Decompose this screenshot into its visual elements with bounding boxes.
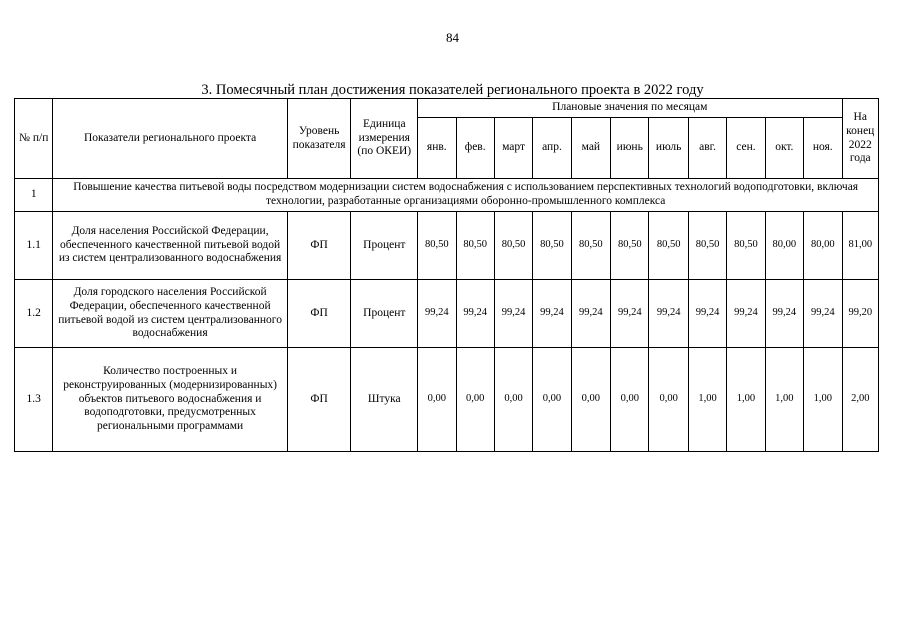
header-month: июнь bbox=[611, 118, 649, 179]
row-value: 0,00 bbox=[571, 348, 610, 452]
section-text: Повышение качества питьевой воды посредством модернизации систем водоснабжения с использованием перспективных технологий водоподготовки, включая технологии, разработанные организациями оборонно-промышленного комплекса bbox=[53, 179, 879, 212]
row-value: 1,00 bbox=[765, 348, 803, 452]
header-indicator: Показатели регионального проекта bbox=[53, 99, 287, 179]
header-month: март bbox=[494, 118, 532, 179]
row-value: 0,00 bbox=[649, 348, 688, 452]
plan-table bbox=[14, 98, 879, 452]
row-value: 80,50 bbox=[494, 212, 532, 280]
row-level: ФП bbox=[287, 280, 351, 348]
row-num: 1.3 bbox=[15, 348, 53, 452]
row-value: 1,00 bbox=[804, 348, 842, 452]
row-unit: Штука bbox=[351, 348, 418, 452]
row-value: 99,24 bbox=[418, 280, 456, 348]
header-month: янв. bbox=[418, 118, 456, 179]
row-value: 99,24 bbox=[571, 280, 610, 348]
row-indicator: Доля населения Российской Федерации, обеспеченного качественной питьевой водой из систем централизованного водоснабжения bbox=[53, 212, 287, 280]
row-value: 1,00 bbox=[727, 348, 765, 452]
row-value: 80,50 bbox=[611, 212, 649, 280]
row-value: 99,24 bbox=[765, 280, 803, 348]
row-value: 0,00 bbox=[456, 348, 494, 452]
row-value: 0,00 bbox=[611, 348, 649, 452]
header-monthly-group: Плановые значения по месяцам bbox=[418, 99, 842, 118]
header-level: Уровень показателя bbox=[287, 99, 351, 179]
header-month: сен. bbox=[727, 118, 765, 179]
row-value: 99,24 bbox=[688, 280, 726, 348]
header-month: окт. bbox=[765, 118, 803, 179]
section-row bbox=[15, 179, 879, 212]
table-row bbox=[15, 280, 879, 348]
row-value: 80,50 bbox=[688, 212, 726, 280]
row-value: 80,00 bbox=[765, 212, 803, 280]
header-month: фев. bbox=[456, 118, 494, 179]
row-value: 80,50 bbox=[418, 212, 456, 280]
header-month: май bbox=[571, 118, 610, 179]
header-year-end: На конец 2022 года bbox=[842, 99, 879, 179]
row-level: ФП bbox=[287, 212, 351, 280]
row-value: 80,50 bbox=[456, 212, 494, 280]
row-unit: Процент bbox=[351, 280, 418, 348]
row-value: 99,24 bbox=[804, 280, 842, 348]
table-row bbox=[15, 212, 879, 280]
section-num: 1 bbox=[15, 179, 53, 212]
row-year-end: 81,00 bbox=[842, 212, 879, 280]
header-row-top bbox=[15, 99, 879, 118]
row-value: 99,24 bbox=[611, 280, 649, 348]
page-number: 84 bbox=[446, 30, 459, 45]
header-num: № п/п bbox=[15, 99, 53, 179]
header-month: апр. bbox=[533, 118, 571, 179]
row-year-end: 2,00 bbox=[842, 348, 879, 452]
row-unit: Процент bbox=[351, 212, 418, 280]
table-title: 3. Помесячный план достижения показателей регионального проекта в 2022 году bbox=[201, 82, 704, 98]
row-value: 80,50 bbox=[727, 212, 765, 280]
row-year-end: 99,20 bbox=[842, 280, 879, 348]
row-level: ФП bbox=[287, 348, 351, 452]
header-month: ноя. bbox=[804, 118, 842, 179]
row-value: 80,00 bbox=[804, 212, 842, 280]
row-num: 1.1 bbox=[15, 212, 53, 280]
row-value: 99,24 bbox=[649, 280, 688, 348]
row-indicator: Количество построенных и реконструированных (модернизированных) объектов питьевого водоснабжения и водоподготовки, предусмотренных региональными программами bbox=[53, 348, 287, 452]
row-value: 0,00 bbox=[494, 348, 532, 452]
row-value: 1,00 bbox=[688, 348, 726, 452]
row-num: 1.2 bbox=[15, 280, 53, 348]
header-unit: Единица измерения (по ОКЕИ) bbox=[351, 99, 418, 179]
header-month: авг. bbox=[688, 118, 726, 179]
row-value: 80,50 bbox=[649, 212, 688, 280]
row-value: 99,24 bbox=[727, 280, 765, 348]
row-indicator: Доля городского населения Российской Федерации, обеспеченного качественной питьевой водой из систем централизованного водоснабжения bbox=[53, 280, 287, 348]
row-value: 99,24 bbox=[533, 280, 571, 348]
header-month: июль bbox=[649, 118, 688, 179]
table-row bbox=[15, 348, 879, 452]
row-value: 0,00 bbox=[533, 348, 571, 452]
row-value: 80,50 bbox=[571, 212, 610, 280]
row-value: 80,50 bbox=[533, 212, 571, 280]
row-value: 99,24 bbox=[494, 280, 532, 348]
row-value: 0,00 bbox=[418, 348, 456, 452]
row-value: 99,24 bbox=[456, 280, 494, 348]
